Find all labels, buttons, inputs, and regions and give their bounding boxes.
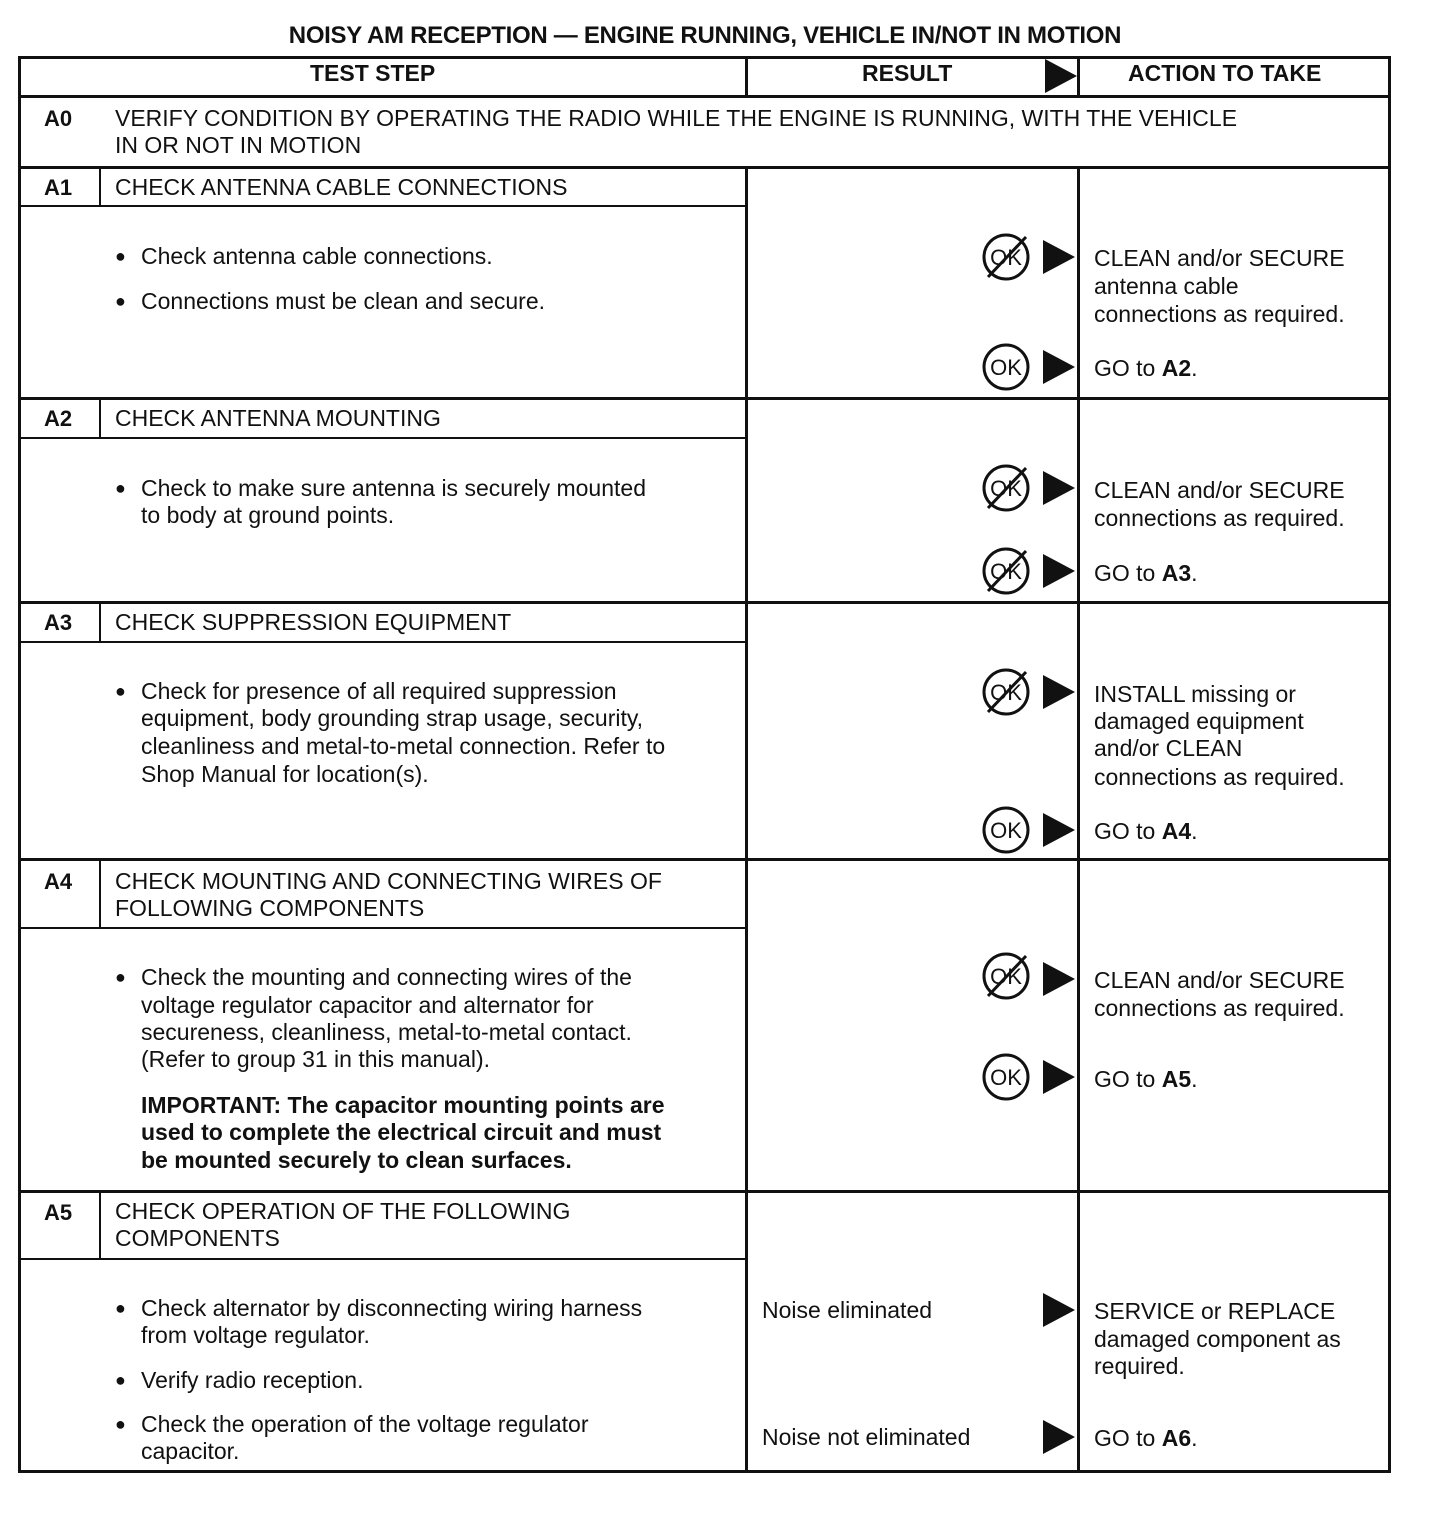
- a4-bullet-line2: voltage regulator capacitor and alternator for: [141, 992, 594, 1018]
- a3-action1-line4: connections as required.: [1094, 764, 1345, 790]
- a5-action1-line1: SERVICE or REPLACE: [1094, 1298, 1336, 1324]
- step-id-a2: A2: [44, 406, 73, 431]
- not-ok-icon: [982, 668, 1030, 716]
- row-divider-a4: [18, 1190, 1391, 1193]
- a0-text-line1: VERIFY CONDITION BY OPERATING THE RADIO WHILE THE ENGINE IS RUNNING, WITH THE VEHICLE: [115, 105, 1238, 131]
- not-ok-icon: [982, 233, 1030, 281]
- a5-result-noise-not-eliminated: Noise not eliminated: [762, 1424, 971, 1450]
- a3-title: CHECK SUPPRESSION EQUIPMENT: [115, 609, 512, 635]
- a1-action2: GO to A2.: [1094, 355, 1198, 381]
- a3-bullet-line4: Shop Manual for location(s).: [141, 761, 429, 787]
- a3-title-divider: [18, 641, 748, 643]
- col-divider-action: [1077, 166, 1080, 1473]
- row-divider-a3: [18, 858, 1391, 861]
- a3-action2: GO to A4.: [1094, 818, 1198, 844]
- a4-important-line3: be mounted securely to clean surfaces.: [141, 1147, 572, 1173]
- arrow-right-icon: [1043, 675, 1075, 709]
- row-divider-a1: [18, 397, 1391, 400]
- a2-bullet-line1: ● Check to make sure antenna is securely mounted: [141, 475, 646, 502]
- a4-bullet-line3: secureness, cleanliness, metal-to-metal contact.: [141, 1019, 632, 1045]
- a5-result-noise-eliminated: Noise eliminated: [762, 1297, 933, 1323]
- ok-icon: [982, 343, 1030, 391]
- arrow-right-icon: [1043, 1060, 1075, 1094]
- a1-action1-line1: CLEAN and/or SECURE: [1094, 245, 1345, 271]
- a3-bullet-line3: cleanliness and metal-to-metal connection. Refer to: [141, 733, 666, 759]
- a1-bullet-1: ● Check antenna cable connections.: [141, 243, 493, 270]
- row-divider-a2: [18, 601, 1391, 604]
- arrow-right-icon: [1043, 554, 1075, 588]
- a5-bullet1-line1: ● Check alternator by disconnecting wiring harness: [141, 1295, 642, 1322]
- a2-title-divider: [18, 437, 748, 439]
- a1-action1-line2: antenna cable: [1094, 273, 1239, 299]
- a2-action1-line2: connections as required.: [1094, 505, 1345, 531]
- a5-title-line1: CHECK OPERATION OF THE FOLLOWING: [115, 1198, 571, 1224]
- arrow-right-icon: [1043, 962, 1075, 996]
- a5-title-divider: [18, 1258, 748, 1260]
- a1-bullet-2: ● Connections must be clean and secure.: [141, 288, 545, 315]
- header-divider: [18, 95, 1391, 98]
- id-divider-a3: [99, 601, 101, 643]
- id-divider-a5: [99, 1190, 101, 1260]
- a4-bullet-line1: ● Check the mounting and connecting wires of the: [141, 964, 632, 991]
- a4-action1-line1: CLEAN and/or SECURE: [1094, 967, 1345, 993]
- ok-icon: [982, 806, 1030, 854]
- step-id-a0: A0: [44, 106, 73, 131]
- step-id-a4: A4: [44, 869, 73, 894]
- arrow-right-icon: [1043, 1293, 1075, 1327]
- a4-action1-line2: connections as required.: [1094, 995, 1345, 1021]
- a5-action1-line2: damaged component as: [1094, 1326, 1341, 1352]
- header-test-step: TEST STEP: [310, 60, 436, 86]
- page-title: NOISY AM RECEPTION — ENGINE RUNNING, VEHICLE IN/NOT IN MOTION: [288, 22, 1122, 49]
- a5-bullet3-line2: capacitor.: [141, 1438, 240, 1464]
- arrow-right-icon: [1043, 350, 1075, 384]
- header-action: ACTION TO TAKE: [1128, 60, 1322, 86]
- not-ok-icon: [982, 547, 1030, 595]
- ok-icon: [982, 1053, 1030, 1101]
- a5-bullet3-line1: ● Check the operation of the voltage regulator: [141, 1411, 589, 1438]
- a1-action1-line3: connections as required.: [1094, 301, 1345, 327]
- a1-title: CHECK ANTENNA CABLE CONNECTIONS: [115, 174, 568, 200]
- row-divider-a0: [18, 166, 1391, 169]
- header-result: RESULT: [862, 60, 953, 86]
- a5-action1-line3: required.: [1094, 1353, 1185, 1379]
- header-col-divider-2: [1077, 56, 1080, 96]
- id-divider-a2: [99, 397, 101, 439]
- a3-bullet-line1: ● Check for presence of all required suppression: [141, 678, 617, 705]
- a5-bullet1-line2: from voltage regulator.: [141, 1322, 370, 1348]
- id-divider-a1: [99, 166, 101, 207]
- a0-text-line2: IN OR NOT IN MOTION: [115, 132, 362, 158]
- a4-action2: GO to A5.: [1094, 1066, 1198, 1092]
- arrow-right-icon: [1043, 471, 1075, 505]
- a3-action1-line3: and/or CLEAN: [1094, 735, 1243, 761]
- col-divider-result: [745, 166, 748, 1473]
- a3-action1-line2: damaged equipment: [1094, 708, 1304, 734]
- a2-action2: GO to A3.: [1094, 560, 1198, 586]
- a2-action1-line1: CLEAN and/or SECURE: [1094, 477, 1345, 503]
- step-id-a3: A3: [44, 610, 73, 635]
- arrow-right-icon: [1043, 240, 1075, 274]
- a1-title-divider: [18, 205, 748, 207]
- a4-important-line1: IMPORTANT: The capacitor mounting points are: [141, 1092, 665, 1118]
- a4-important-line2: used to complete the electrical circuit and must: [141, 1119, 662, 1145]
- arrow-right-icon: [1043, 813, 1075, 847]
- a3-action1-line1: INSTALL missing or: [1094, 681, 1296, 707]
- not-ok-icon: [982, 952, 1030, 1000]
- a5-action2: GO to A6.: [1094, 1425, 1198, 1451]
- a5-title-line2: COMPONENTS: [115, 1225, 280, 1251]
- not-ok-icon: [982, 464, 1030, 512]
- a2-title: CHECK ANTENNA MOUNTING: [115, 405, 441, 431]
- step-id-a1: A1: [44, 175, 73, 200]
- a4-bullet-line4: (Refer to group 31 in this manual).: [141, 1046, 491, 1072]
- arrow-right-icon: [1043, 1420, 1075, 1454]
- a5-bullet2: ● Verify radio reception.: [141, 1367, 363, 1394]
- header-arrow-icon: [1045, 59, 1077, 93]
- a4-title-line2: FOLLOWING COMPONENTS: [115, 895, 425, 921]
- header-col-divider-1: [745, 56, 748, 96]
- a4-title-line1: CHECK MOUNTING AND CONNECTING WIRES OF: [115, 868, 662, 894]
- a2-bullet-line2: to body at ground points.: [141, 502, 395, 528]
- step-id-a5: A5: [44, 1200, 73, 1225]
- a3-bullet-line2: equipment, body grounding strap usage, security,: [141, 705, 644, 731]
- a4-title-divider: [18, 927, 748, 929]
- id-divider-a4: [99, 858, 101, 929]
